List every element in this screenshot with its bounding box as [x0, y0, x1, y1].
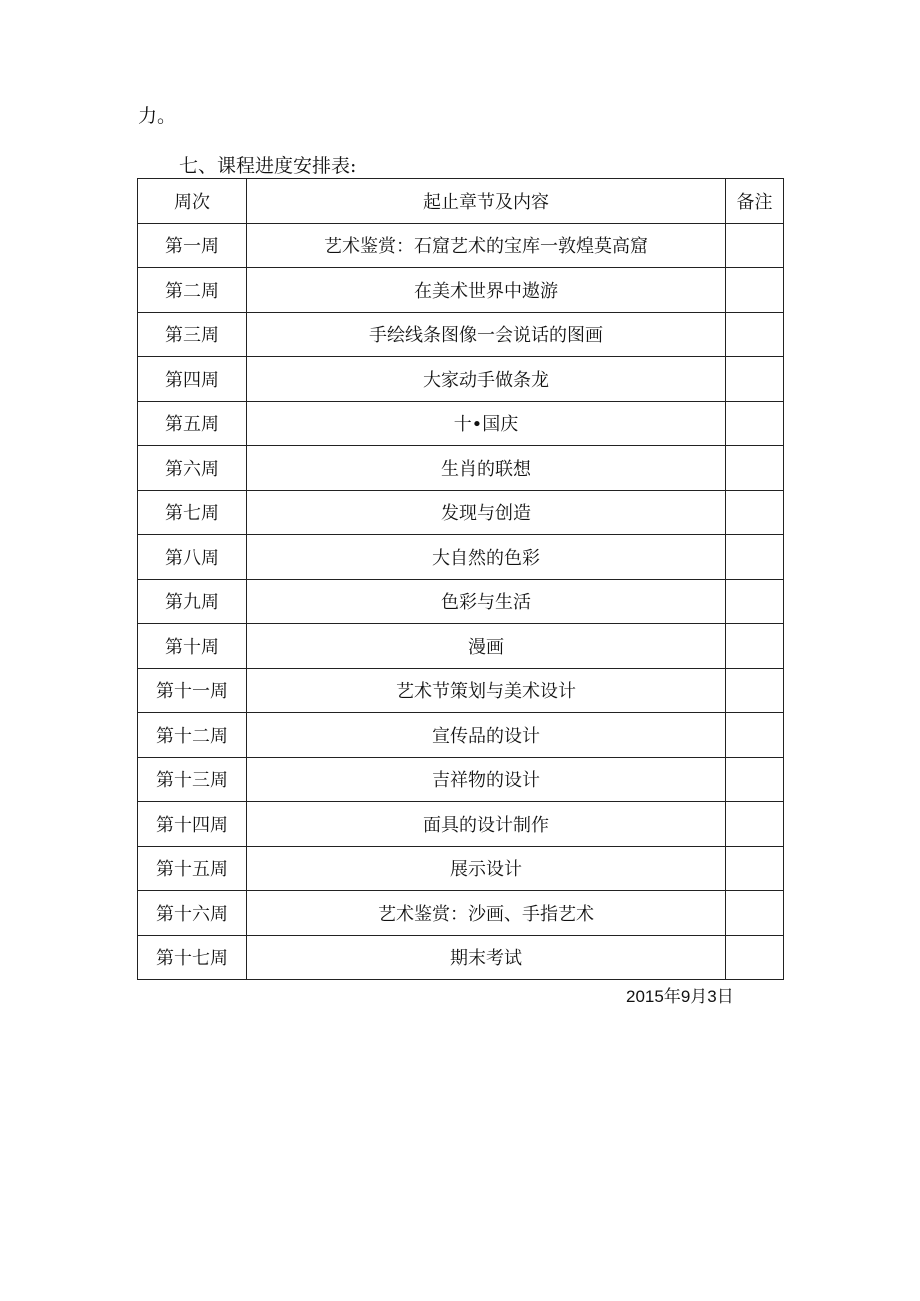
table-row [138, 713, 784, 758]
note-cell [726, 668, 784, 713]
content-cell: 十•国庆 [247, 401, 726, 446]
note-cell [726, 713, 784, 758]
week-cell: 第六周 [138, 446, 247, 491]
note-cell [726, 490, 784, 535]
continued-paragraph-line: 力。 [138, 105, 177, 127]
content-cell: 宣传品的设计 [247, 713, 726, 758]
week-cell: 第四周 [138, 357, 247, 402]
content-cell: 手绘线条图像一会说话的图画 [247, 312, 726, 357]
content-cell: 展示设计 [247, 846, 726, 891]
note-cell [726, 446, 784, 491]
note-cell [726, 624, 784, 669]
table-row [138, 757, 784, 802]
week-cell: 第七周 [138, 490, 247, 535]
week-cell: 第八周 [138, 535, 247, 580]
content-cell: 面具的设计制作 [247, 802, 726, 847]
table-row [138, 624, 784, 669]
content-cell: 发现与创造 [247, 490, 726, 535]
table-row [138, 891, 784, 936]
note-cell [726, 223, 784, 268]
note-cell [726, 312, 784, 357]
content-cell: 艺术鉴赏：沙画、手指艺术 [247, 891, 726, 936]
table-row [138, 312, 784, 357]
section-heading: 七、课程进度安排表: [179, 155, 357, 177]
table-row [138, 846, 784, 891]
table-row [138, 268, 784, 313]
content-cell: 在美术世界中遨游 [247, 268, 726, 313]
table-row [138, 446, 784, 491]
week-cell: 第五周 [138, 401, 247, 446]
table-header-row [138, 179, 784, 224]
week-cell: 第十二周 [138, 713, 247, 758]
table-row [138, 535, 784, 580]
content-cell: 漫画 [247, 624, 726, 669]
note-cell [726, 891, 784, 936]
note-cell [726, 401, 784, 446]
week-cell: 第十五周 [138, 846, 247, 891]
content-cell: 生肖的联想 [247, 446, 726, 491]
note-cell [726, 357, 784, 402]
header-note: 备注 [726, 179, 784, 224]
content-cell: 艺术鉴赏：石窟艺术的宝库一敦煌莫高窟 [247, 223, 726, 268]
note-cell [726, 268, 784, 313]
note-cell [726, 935, 784, 980]
week-cell: 第九周 [138, 579, 247, 624]
week-cell: 第十四周 [138, 802, 247, 847]
content-cell: 吉祥物的设计 [247, 757, 726, 802]
content-cell: 期末考试 [247, 935, 726, 980]
week-cell: 第十三周 [138, 757, 247, 802]
header-week: 周次 [138, 179, 247, 224]
week-cell: 第十六周 [138, 891, 247, 936]
content-cell: 艺术节策划与美术设计 [247, 668, 726, 713]
table-row [138, 935, 784, 980]
week-cell: 第十周 [138, 624, 247, 669]
note-cell [726, 535, 784, 580]
week-cell: 第十一周 [138, 668, 247, 713]
note-cell [726, 802, 784, 847]
table-row [138, 802, 784, 847]
week-cell: 第二周 [138, 268, 247, 313]
header-content: 起止章节及内容 [247, 179, 726, 224]
course-schedule-table [137, 178, 784, 980]
note-cell [726, 846, 784, 891]
week-cell: 第一周 [138, 223, 247, 268]
week-cell: 第三周 [138, 312, 247, 357]
content-cell: 色彩与生活 [247, 579, 726, 624]
table-row [138, 490, 784, 535]
table-row [138, 579, 784, 624]
table-row [138, 401, 784, 446]
content-cell: 大家动手做条龙 [247, 357, 726, 402]
document-date: 2015年9月3日 [626, 987, 734, 1006]
content-cell: 大自然的色彩 [247, 535, 726, 580]
week-cell: 第十七周 [138, 935, 247, 980]
note-cell [726, 757, 784, 802]
table-row [138, 357, 784, 402]
table-row [138, 668, 784, 713]
note-cell [726, 579, 784, 624]
table-row [138, 223, 784, 268]
